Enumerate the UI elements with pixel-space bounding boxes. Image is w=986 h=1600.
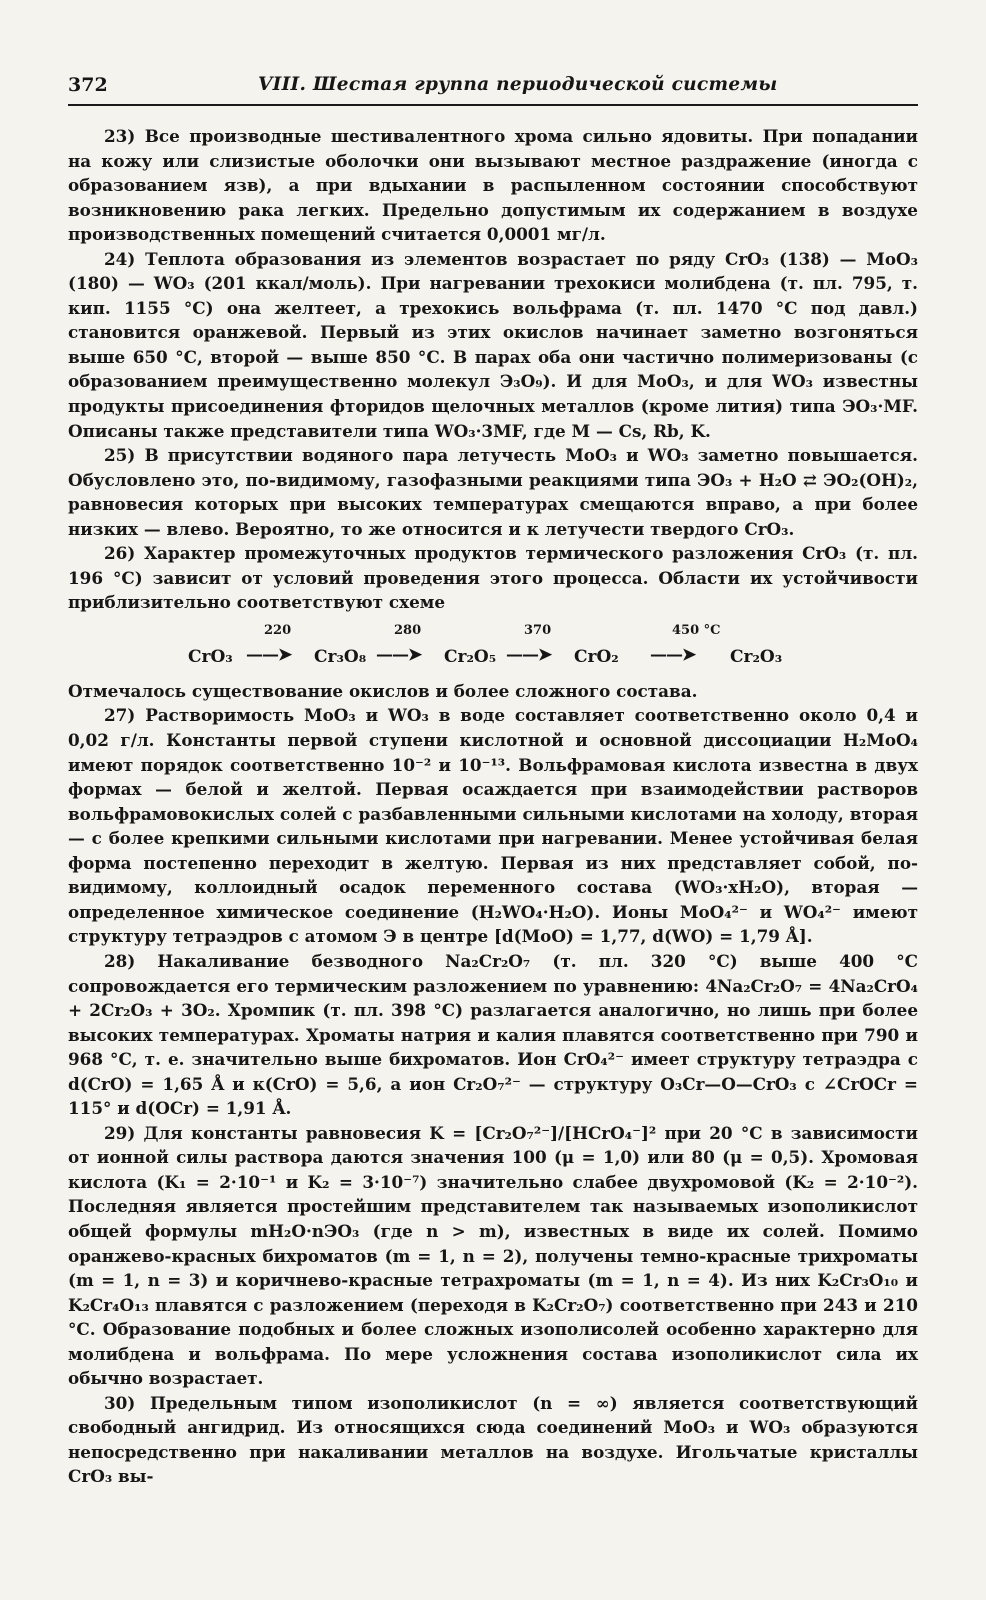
- scheme-species-5: Cr₂O₃: [730, 646, 783, 667]
- scheme-arrow-1: ——➤: [246, 644, 292, 665]
- scheme-temp-3: 370: [524, 622, 552, 638]
- page-body: [68, 124, 918, 1489]
- note-23: 23) Все производные шестивалентного хрома сильно ядовиты. При попадании на кожу или слизистые оболочки они вызывают местное раздражение (иногда с образованием язв), а при вдыхании в распыленном состоянии способствуют возникновению рака легких. Предельно допустимым их содержанием в воздухе производственных помещений считается 0,0001 мг/л.: [68, 126, 918, 245]
- note-24: 24) Теплота образования из элементов возрастает по ряду CrO₃ (138) — MoO₃ (180) — WO₃ (201 ккал/моль). При нагревании трехокиси молибдена (т. пл. 795, т. кип. 1155 °С) она желтеет, а трехокись вольфрама (т. пл. 1470 °С под давл.) становится оранжевой. Первый из этих окислов начинает заметно возгоняться выше 650 °С, второй — выше 850 °С. В парах оба они частично полимеризованы (с образованием преимущественно молекул Э₃О₉). И для MoO₃, и для WO₃ известны продукты присоединения фторидов щелочных металлов (кроме лития) типа ЭО₃·MF. Описаны также представители типа WO₃·3MF, где M — Cs, Rb, K.: [68, 248, 918, 441]
- decomposition-scheme: [68, 617, 918, 677]
- scheme-temp-1: 220: [264, 622, 292, 638]
- note-25: 25) В присутствии водяного пара летучесть MoO₃ и WO₃ заметно повышается. Обусловлено это, по-видимому, газофазными реакциями типа ЭО₃ + H₂O ⇄ ЭО₂(OH)₂, равновесия которых при высоких температурах смещаются вправо, а при более низких — влево. Вероятно, то же относится и к летучести твердого CrO₃.: [68, 445, 918, 539]
- running-title: VIII. Шестая группа периодической системы: [258, 74, 778, 95]
- note-26: 26) Характер промежуточных продуктов термического разложения CrO₃ (т. пл. 196 °С) зависит от условий проведения этого процесса. Области их устойчивости приблизительно соответствуют схеме: [68, 543, 918, 613]
- scheme-species-1: CrO₃: [188, 646, 233, 667]
- page-number: 372: [68, 74, 108, 96]
- scheme-temp-2: 280: [394, 622, 422, 638]
- scheme-arrow-2: ——➤: [376, 644, 422, 665]
- scheme-species-3: Cr₂O₅: [444, 646, 497, 667]
- scheme-species-4: CrO₂: [574, 646, 619, 667]
- note-27: 27) Растворимость MoO₃ и WO₃ в воде составляет соответственно около 0,4 и 0,02 г/л. Константы первой ступени кислотной и основной диссоциации H₂MoO₄ имеют порядок соответственно 10⁻² и 10⁻¹³. Вольфрамовая кислота известна в двух формах — белой и желтой. Первая осаждается при взаимодействии растворов вольфрамовокислых солей с разбавленными сильными кислотами на холоду, вторая — с более крепкими сильными кислотами при нагревании. Менее устойчивая белая форма постепенно переходит в желтую. Первая из них представляет собой, по-видимому, коллоидный осадок переменного состава (WO₃·xH₂O), вторая — определенное химическое соединение (H₂WO₄·H₂O). Ионы MoO₄²⁻ и WO₄²⁻ имеют структуру тетраэдров с атомом Э в центре [d(MoO) = 1,77, d(WO) = 1,79 Å].: [68, 705, 918, 947]
- scheme-arrow-4: ——➤: [650, 644, 696, 665]
- note-26-continued: Отмечалось существование окислов и более сложного состава.: [68, 680, 698, 701]
- page-header: [68, 70, 918, 106]
- note-28: 28) Накаливание безводного Na₂Cr₂O₇ (т. пл. 320 °С) выше 400 °С сопровождается его термическим разложением по уравнению: 4Na₂Cr₂O₇ = 4Na₂CrO₄ + 2Cr₂O₃ + 3O₂. Хромпик (т. пл. 398 °С) разлагается аналогично, но лишь при более высоких температурах. Хроматы натрия и калия плавятся соответственно при 790 и 968 °С, т. е. значительно выше бихроматов. Ион CrO₄²⁻ имеет структуру тетраэдра с d(CrO) = 1,65 Å и к(CrO) = 5,6, а ион Cr₂O₇²⁻ — структуру O₃Cr—O—CrO₃ с ∠CrOCr = 115° и d(OCr) = 1,91 Å.: [68, 950, 918, 1119]
- note-29: 29) Для константы равновесия K = [Cr₂O₇²⁻]/[HCrO₄⁻]² при 20 °С в зависимости от ионной силы раствора даются значения 100 (μ = 1,0) или 80 (μ = 0,5). Хромовая кислота (K₁ = 2·10⁻¹ и K₂ = 3·10⁻⁷) значительно слабее двухромовой (K₂ = 2·10⁻²). Последняя является простейшим представителем так называемых изополикислот общей формулы mH₂O·nЭО₃ (где n > m), известных в виде их солей. Помимо оранжево-красных бихроматов (m = 1, n = 2), получены темно-красные трихроматы (m = 1, n = 3) и коричнево-красные тетрахроматы (m = 1, n = 4). Из них K₂Cr₃O₁₀ и K₂Cr₄O₁₃ плавятся с разложением (переходя в K₂Cr₂O₇) соответственно при 243 и 210 °С. Образование подобных и более сложных изополисолей особенно характерно для молибдена и вольфрама. По мере усложнения состава изополикислот сила их обычно возрастает.: [68, 1122, 918, 1389]
- scheme-species-2: Cr₃O₈: [314, 646, 367, 667]
- note-30: 30) Предельным типом изополикислот (n = ∞) является соответствующий свободный ангидрид. Из относящихся сюда соединений MoO₃ и WO₃ образуются непосредственно при накаливании металлов на воздухе. Игольчатые кристаллы CrO₃ вы-: [68, 1392, 918, 1487]
- scheme-arrow-3: ——➤: [506, 644, 552, 665]
- scheme-temp-4: 450 °С: [672, 622, 721, 638]
